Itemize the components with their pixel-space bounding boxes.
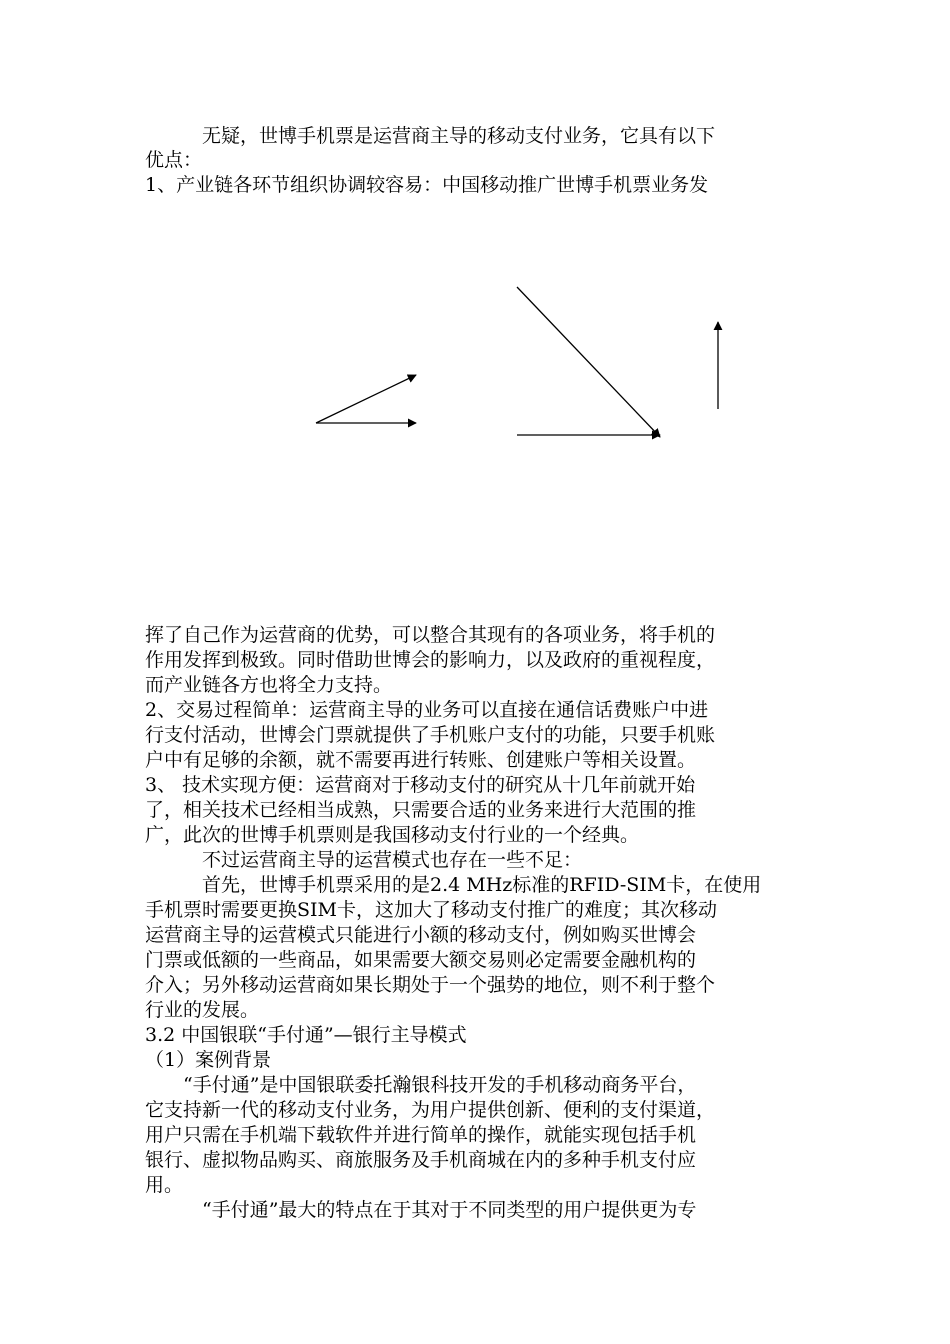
paragraph-line: 手机票时需要更换SIM卡，这加大了移动支付推广的难度；其次移动 [145,899,717,921]
paragraph-line: 介入；另外移动运营商如果长期处于一个强势的地位，则不利于整个 [145,974,716,996]
paragraph-line: 银行、虚拟物品购买、商旅服务及手机商城在内的多种手机支付应 [145,1149,697,1171]
paragraph-line: 无疑，世博手机票是运营商主导的移动支付业务，它具有以下 [145,125,716,147]
paragraph-line: 广，此次的世博手机票则是我国移动支付行业的一个经典。 [145,824,640,846]
paragraph-line: 用。 [145,1174,184,1196]
section-heading: 3.2 中国银联“手付通”—银行主导模式 [145,1024,467,1046]
paragraph-line: 而产业链各方也将全力支持。 [145,674,393,696]
paragraph-line: 优点： [145,149,203,171]
paragraph-line: 3、 技术实现方便：运营商对于移动支付的研究从十几年前就开始 [145,774,696,796]
paragraph-line: 运营商主导的运营模式只能进行小额的移动支付，例如购买世博会 [145,924,697,946]
subsection-heading: （1）案例背景 [145,1049,272,1071]
paragraph-line: 行业的发展。 [145,999,260,1021]
paragraph-line: 2、交易过程简单：运营商主导的业务可以直接在通信话费账户中进 [145,699,709,721]
paragraph-line: 不过运营商主导的运营模式也存在一些不足： [145,849,583,871]
arrow-line [517,287,660,437]
paragraph-line: “手付通”是中国银联委托瀚银科技开发的手机移动商务平台， [145,1074,697,1096]
paragraph-line: 首先，世博手机票采用的是2.4 MHz标准的RFID-SIM卡，在使用 [145,874,762,896]
paragraph-line: “手付通”最大的特点在于其对于不同类型的用户提供更为专 [145,1199,697,1221]
paragraph-line: 作用发挥到极致。同时借助世博会的影响力，以及政府的重视程度， [145,649,716,671]
paragraph-line: 1、产业链各环节组织协调较容易：中国移动推广世博手机票业务发 [145,174,709,196]
paragraph-line: 挥了自己作为运营商的优势，可以整合其现有的各项业务，将手机的 [145,624,716,646]
paragraph-line: 了，相关技术已经相当成熟，只需要合适的业务来进行大范围的推 [145,799,697,821]
paragraph-line: 行支付活动，世博会门票就提供了手机账户支付的功能，只要手机账 [145,724,716,746]
paragraph-line: 门票或低额的一些商品，如果需要大额交易则必定需要金融机构的 [145,949,697,971]
paragraph-line: 户中有足够的余额，就不需要再进行转账、创建账户等相关设置。 [145,749,697,771]
arrow-line [316,375,416,423]
paragraph-line: 用户只需在手机端下载软件并进行简单的操作，就能实现包括手机 [145,1124,697,1146]
paragraph-line: 它支持新一代的移动支付业务，为用户提供创新、便利的支付渠道， [145,1099,716,1121]
